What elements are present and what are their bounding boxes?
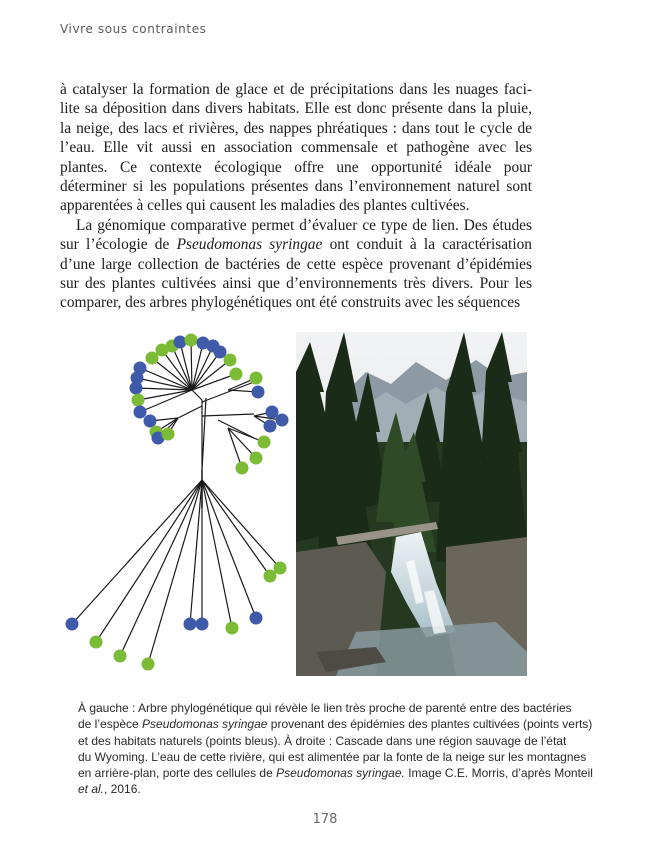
tree-branch (178, 406, 202, 418)
paragraph-2 (60, 216, 532, 313)
green-leaf-dot (226, 622, 239, 635)
page-number: 178 (312, 812, 338, 827)
blue-leaf-dot (252, 386, 265, 399)
tree-branch (191, 340, 192, 390)
text-line: lite sa déposition dans divers habitats. Elle est donc présente dans la pluie, (60, 100, 532, 118)
phylogenetic-tree (58, 328, 294, 676)
text-fragment: , 2016. (104, 782, 141, 797)
blue-leaf-dot (66, 618, 79, 631)
text-fragment: provenant des épidémies des plantes cultivées (points verts) (267, 717, 593, 732)
text-line: comparer, des arbres phylogénétiques ont été construits avec les séquences (60, 294, 521, 312)
blue-leaf-dot (130, 382, 143, 395)
text-fragment: sur l’écologie de (60, 236, 177, 254)
green-leaf-dot (132, 394, 145, 407)
green-leaf-dot (162, 428, 175, 441)
text-line: celles qui causent les maladies des plantes cultivées. (147, 197, 470, 215)
green-leaf-dot (250, 372, 263, 385)
paragraph-1 (60, 80, 532, 216)
green-leaf-dot (142, 658, 155, 671)
text-line: populations présentes dans l’environnement naturel sont apparentées à (60, 178, 532, 215)
green-leaf-dot (230, 368, 243, 381)
tree-branch (202, 382, 254, 402)
tree-branch (138, 390, 192, 400)
caption-line: À gauche : Arbre phylogénétique qui révèle le lien très proche de parenté entre des bactéries (78, 701, 572, 715)
tree-branch (218, 420, 254, 438)
figure-caption (78, 700, 593, 798)
text-line: La génomique comparative permet d’évaluer ce type de lien. Des études (76, 216, 532, 234)
et-al: et al. (78, 782, 105, 797)
tree-branch (192, 390, 202, 400)
tree-branch (202, 414, 254, 416)
green-leaf-dot (185, 334, 198, 347)
tree-branch (202, 398, 206, 470)
text-line: d’une large collection de bactéries de cette espèce provenant d’épidémies (60, 255, 532, 273)
green-leaf-dot (258, 436, 271, 449)
text-fragment: de l’espèce (78, 717, 143, 732)
tree-branch (72, 480, 202, 624)
tree-branch (96, 480, 202, 642)
text-fragment: en arrière-plan, porte des cellules de (78, 766, 277, 781)
text-line: à catalyser la formation de glace et de précipitations dans les nuages faci- (60, 81, 532, 98)
blue-leaf-dot (276, 414, 289, 427)
green-leaf-dot (236, 462, 249, 475)
blue-leaf-dot (184, 618, 197, 631)
caption-line (78, 765, 593, 781)
blue-leaf-dot (144, 415, 157, 428)
running-head: Vivre sous contraintes (60, 22, 207, 36)
blue-leaf-dot (264, 420, 277, 433)
waterfall-photo (296, 332, 527, 676)
green-leaf-dot (114, 650, 127, 663)
tree-branch (202, 480, 256, 618)
text-line: sur des plantes cultivées ainsi que d’environnements très divers. Pour les (60, 275, 532, 293)
text-line: l’eau. Elle vit aussi en association commensale et pathogène avec les plantes. (60, 139, 532, 176)
blue-leaf-dot (174, 336, 187, 349)
caption-line: du Wyoming. L’eau de cette rivière, qui est alimentée par la fonte de la neige sur les montagnes (78, 749, 587, 764)
species-name: Pseudomonas syringae (176, 236, 323, 254)
caption-line: et des habitats naturels (points bleus). À droite : Cascade dans une région sauvage de l’état (78, 733, 567, 748)
blue-leaf-dot (250, 612, 263, 625)
body-text (60, 80, 532, 313)
green-leaf-dot (90, 636, 103, 649)
green-leaf-dot (274, 562, 287, 575)
caption-line (78, 716, 593, 732)
blue-leaf-dot (134, 406, 147, 419)
green-leaf-dot (250, 452, 263, 465)
species-name: Pseudomonas syringae (142, 717, 268, 732)
text-fragment: ont conduit à la caractérisation (322, 236, 532, 254)
tree-branch (202, 480, 280, 568)
species-name: Pseudomonas syringae. (276, 766, 405, 781)
blue-leaf-dot (196, 618, 209, 631)
text-line: la neige, des lacs et rivières, des nappes phréatiques : dans tout le cycle de (60, 119, 532, 137)
tree-branch (140, 390, 192, 412)
text-fragment: Image C.E. Morris, d’après Monteil (404, 766, 593, 781)
green-leaf-dot (224, 354, 237, 367)
text-line: Ce contexte écologique offre une opportunité idéale pour déterminer si les (60, 158, 532, 196)
caption-line (78, 781, 548, 797)
